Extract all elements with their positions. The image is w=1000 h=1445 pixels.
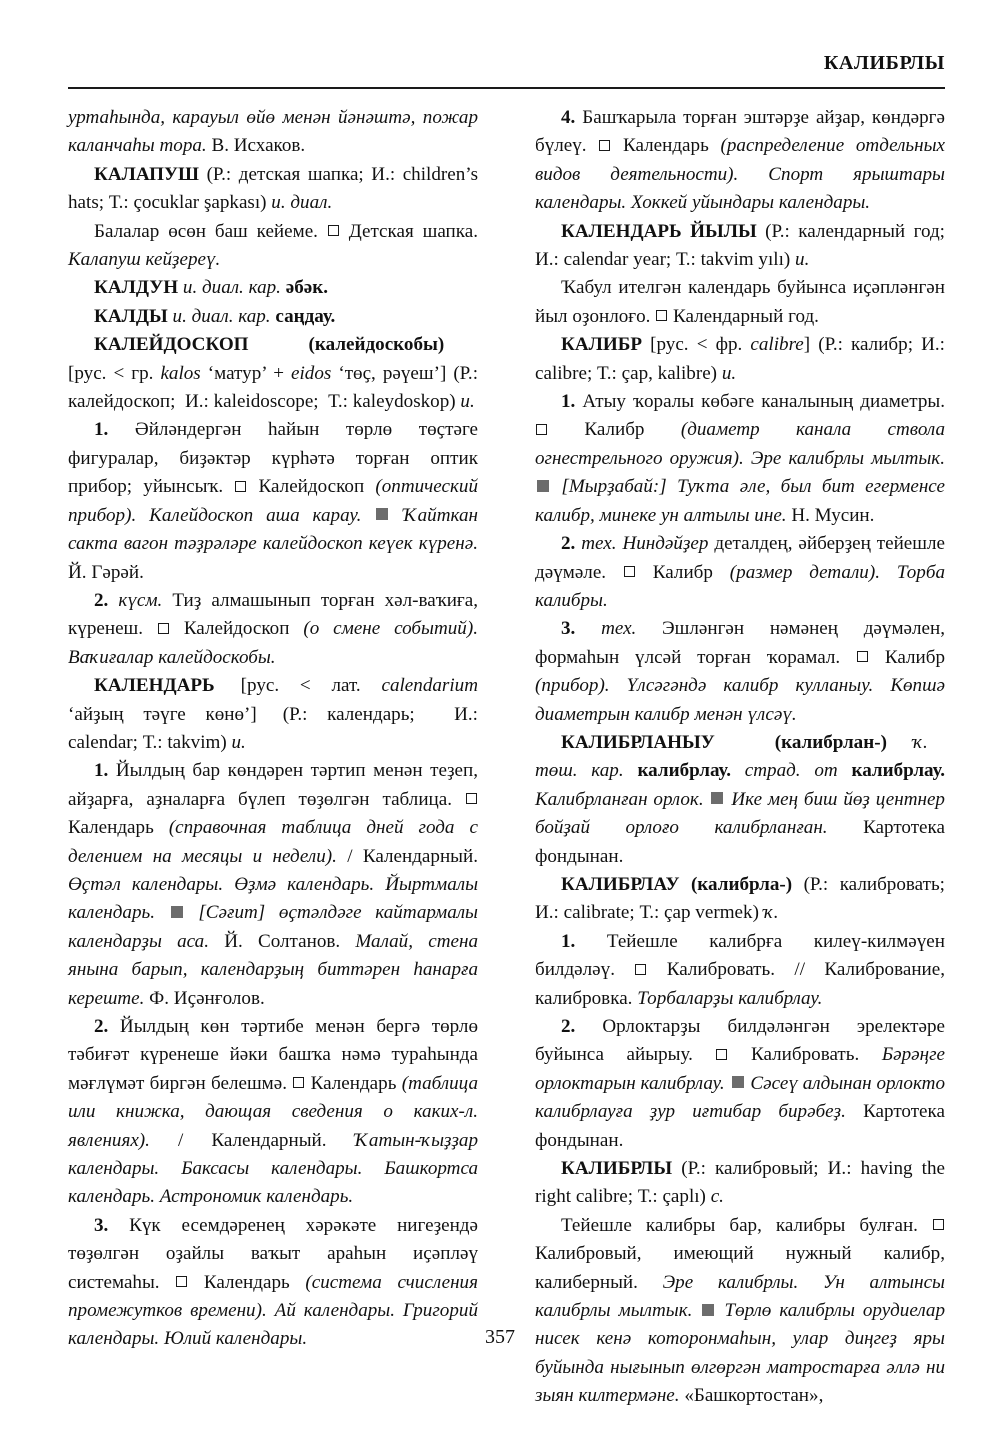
entry-block-kalendar-yily-head: КАЛЕНДАРЬ ЙЫЛЫ (Р.: календарный год; И.: calendar year; Т.: takvim yılı) и. [535,220,945,271]
column-right [535,104,945,1411]
entry-block-kalibrlau-1: 1. Тейешле калибрға килеү-килмәүен билдәләү. Калибровать. // Калибрование, калибровка. Торбаларҙы калибрлау. [535,930,945,1009]
entry-block-kalapush-head: КАЛАПУШ (Р.: детская шапка; И.: children’s hats; Т.: çocuklar şapkası) и. диал. [68,163,478,214]
running-head: КАЛИБРЛЫ [823,52,945,74]
entry-block-kalendar-head: КАЛЕНДАРЬ [рус. < лат. calendarium ‘айҙың тәүге көнө’] (Р.: календарь; И.: calendar; Т.: takvim) и. [68,675,478,753]
entry-block-kalibr-3: 3. тех. Эшләнгән нәмәнең дәүмәлен, формаһын үлсәй торған ҡорамал. Калибр (прибор). Үлсәгәндә калибр кулланыу. Көпшә диаметрын калибр менән үлсәү. [535,618,945,725]
entry-block-kaldy-head: КАЛДЫ и. диал. кар. саңдау. [94,305,336,327]
entry-block-kalibrlau-head: КАЛИБРЛАУ (калибрла-) (Р.: калибровать; И.: calibrate; Т.: çap vermek) ҡ. [535,873,945,924]
entry-block-kaleidoskop-head: КАЛЕЙДОСКОП (калейдоскобы) [рус. < гр. kalos ‘матур’ + eidos ‘төҫ, рәүеш’] (Р.: калейдоскоп; И.: kaleidoscope; Т.: kaleydoskop) и. [68,334,478,413]
entry-block-kaleidoskop-2: 2. күсм. Тиҙ алмашынып торған хәл-ваҡиға, күренеш. Калейдоскоп (о смене событий). Ваҡиғалар калейдоскобы. [68,589,478,668]
header-rule [68,87,945,89]
entry-block-kalendar-2: 2. Йылдың көн тәртибе менән бергә төрлө тәбиғәт күренеше йәки башҡа нәмә тураһында мәғлүмәт биргән белешмә. Календарь (таблица или книжка, дающая сведения о каких-л. явлениях). / Календарный. Ҡатын-ҡыҙҙар календары. Баксасы календары. Башкортса календарь. Астрономик календарь. [68,1016,478,1208]
entry-block-kalancha-tail: уртаһында, карауыл өйө менән йәнәштә, пожар каланчаһы тора. В. Исхаков. [68,107,478,157]
entry-block-kalendar-1: 1. Йылдың бар көндәрен тәртип менән теҙеп, айҙарға, аҙналарға бүлеп төҙөлгән таблица. Календарь (справочная таблица дней года с делением на месяцы и недели). / Календарный. Өҫтәл календары. Өҙмә календарь. Йыртмалы календарь. [Сәғит] өҫтәлдәге кайтармалы календарҙы аса. Й. Солтанов. Малай, стена янына барып, календарҙың биттәрен һанарға кереште. Ф. Иҫәнғолов. [68,760,478,1009]
entry-block-kalibrlau-2: 2. Орлоктарҙы билдәләнгән эрелектәре буйынса айырыу. Калибровать. Бәрәңге орлоктарын калибрлау. Сәсеү алдынан орлокто калибрлауға ҙур иғтибар бирәбеҙ. Картотека фондынан. [535,1016,945,1151]
entry-block-kalibrly-sense: Тейешле калибры бар, калибры булған. Калибровый, имеющий нужный калибр, калиберный. Эре калибрлы. Ун алтынсы калибрлы мылтык. Төрлө калибрлы орудиелар нисек кенә которонмаһын, улар диңгеҙ яры буйында нығынып өлгөргән матростарға әллә ни зыян килтермәне. «Башкортостан», [535,1214,946,1407]
entry-block-kalibrly-head: КАЛИБРЛЫ (Р.: калибровый; И.: having the right calibre; Т.: çaplı) с. [535,1158,945,1208]
entry-block-kaldun-head: КАЛДУН и. диал. кар. әбәк. [94,277,328,299]
entry-block-kalibr-head: КАЛИБР [рус. < фр. calibre] (Р.: калибр; И.: calibre; Т.: çap, kalibre) и. [535,334,945,384]
entry-block-kalendar-3: 3. Күк есемдәренең хәрәкәте нигеҙендә төҙөлгән оҙайлы ваҡыт араһын иҫәпләү системаһы. Календарь (система счисления промежутков времени). Ай календары. Григорий календары. Юлий календары. [68,1214,478,1350]
entry-block-kalendar-4: 4. Башҡарыла торған эштәрҙе айҙар, көндәргә бүлеү. Календарь (распределение отдельных видов деятельности). Спорт ярыштары календары. Хоккей уйындары календары. [535,107,946,214]
entry-block-kalendar-yily-sense: Ҡабул ителгән календарь буйынса иҫәпләнгән йыл оҙонлоғо. Календарный год. [535,277,945,327]
entry-block-kalapush-sense: Балалар өсөн баш кейеме. Детская шапка. Калапуш кейҙереү. [68,220,478,271]
page-number: 357 [485,1326,515,1348]
entry-block-kalibr-1: 1. Атыу ҡоралы көбәге каналының диаметры. Калибр (диаметр канала ствола огнестрельного оружия). Эре калибрлы мылтык. [Мырҙабай:] Туҡта әле, был бит егерменсе калибр, минеке ун алтылы ине. Н. Мусин. [535,391,945,526]
entry-block-kalibr-2: 2. тех. Ниндәйҙер деталдең, әйберҙең тейешле дәүмәле. Калибр (размер детали). Торба калибры. [535,533,946,611]
column-left [68,104,478,1354]
entry-block-kalibrlanyu-head: КАЛИБРЛАНЫУ (калибрлан-) ҡ. төш. кар. калибрлау. страд. от калибрлау. Калибрланған орлок. Ике мең биш йөҙ центнер бойҙай орлоғо калибрланған. Картотека фондынан. [535,731,946,867]
entry-block-kaleidoskop-1: 1. Әйләндергән һайын төрлө төҫтәге фигуралар, биҙәктәр күрһәтә торған оптик прибор; уйынсыҡ. Калейдоскоп (оптический прибор). Калейдоскоп аша карау. Ҡайткан сакта вагон тәҙрәләре калейдоскоп кеүек күренә. Й. Гәрәй. [68,419,478,583]
